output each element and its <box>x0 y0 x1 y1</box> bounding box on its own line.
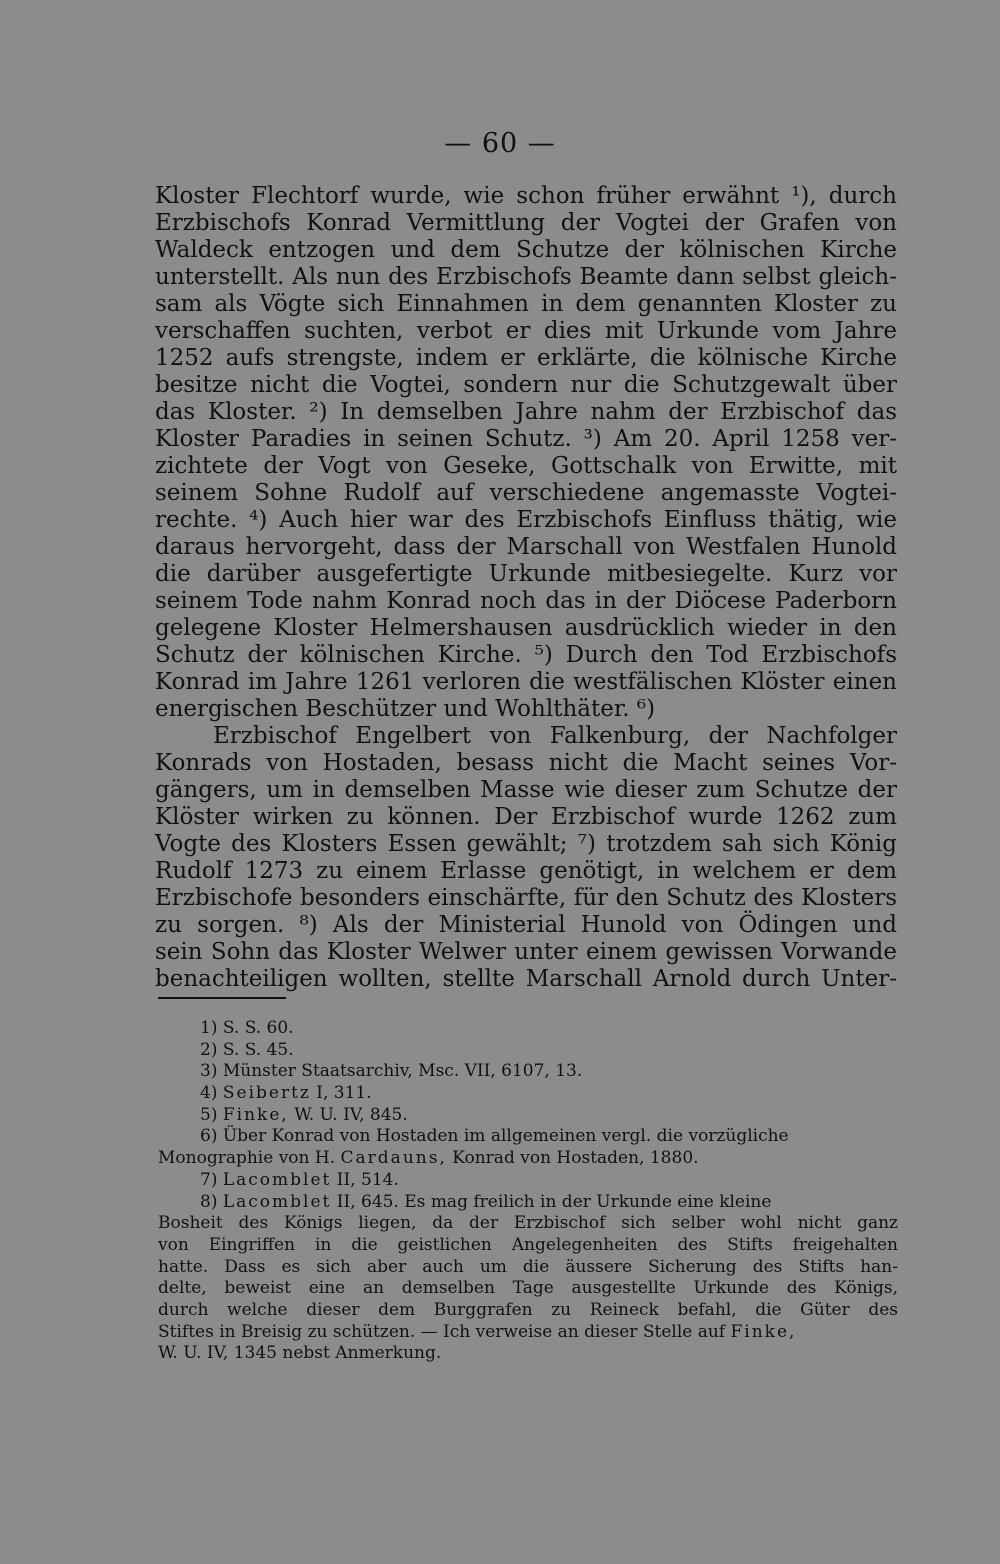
body-line: sam als Vögte sich Einnahmen in dem genannten Kloster zu <box>155 291 897 317</box>
footnote-3: 3) Münster Staatsarchiv, Msc. VII, 6107, 13. <box>200 1061 583 1082</box>
footnote-7 <box>158 1170 898 1192</box>
body-line: gelegene Kloster Helmershausen ausdrücklich wieder in den <box>155 615 897 641</box>
body-line: Erzbischof Engelbert von Falkenburg, der Nachfolger <box>213 723 897 749</box>
author-name: Finke, <box>730 1321 797 1342</box>
author-name: Finke, <box>222 1104 289 1125</box>
body-line: seinem Sohne Rudolf auf verschiedene angemasste Vogtei- <box>155 480 897 506</box>
body-line: Kloster Paradies in seinen Schutz. ³) Am 20. April 1258 ver- <box>155 426 897 452</box>
body-line: gängers, um in demselben Masse wie dieser zum Schutze der <box>155 777 897 803</box>
body-line: Erzbischofs Konrad Vermittlung der Vogtei der Grafen von <box>155 210 897 236</box>
footnote-divider <box>158 997 286 999</box>
footnote-5 <box>158 1105 898 1127</box>
footnote-8-cont: delte, beweist eine an demselben Tage ausgestellte Urkunde des Königs, <box>158 1278 898 1299</box>
author-name: Seibertz <box>222 1083 311 1104</box>
footnote-text: II, 514. <box>336 1169 399 1190</box>
body-line: unterstellt. Als nun des Erzbischofs Beamte dann selbst gleich- <box>155 264 897 290</box>
body-line: Erzbischofe besonders einschärfte, für den Schutz des Klosters <box>155 885 897 911</box>
footnote-text: II, 645. Es mag freilich in der Urkunde eine kleine <box>336 1191 772 1212</box>
body-line: besitze nicht die Vogtei, sondern nur die Schutzgewalt über <box>155 372 897 398</box>
body-line: die darüber ausgefertigte Urkunde mitbesiegelte. Kurz vor <box>155 561 897 587</box>
footnote-text: W. U. IV, 845. <box>294 1104 408 1125</box>
body-line: Konrads von Hostaden, besass nicht die Macht seines Vor- <box>155 750 897 776</box>
footnote-8-cont <box>158 1322 898 1344</box>
author-name: Lacomblet <box>222 1169 332 1190</box>
footnote-8-cont: Bosheit des Königs liegen, da der Erzbischof sich selber wohl nicht ganz <box>158 1213 898 1234</box>
body-line: Kloster Flechtorf wurde, wie schon früher erwähnt ¹), durch <box>155 183 897 209</box>
footnote-8-cont: durch welche dieser dem Burggrafen zu Reineck befahl, die Güter des <box>158 1299 898 1320</box>
author-name: Lacomblet <box>222 1191 332 1212</box>
footnote-8-cont: hatte. Dass es sich aber auch um die äussere Sicherung des Stifts han- <box>158 1256 898 1277</box>
footnote-text: I, 311. <box>316 1083 372 1104</box>
footnote-4 <box>158 1083 898 1105</box>
body-line: rechte. ⁴) Auch hier war des Erzbischofs Einfluss thätig, wie <box>155 507 897 533</box>
footnote-8-cont: von Eingriffen in die geistlichen Angelegenheiten des Stifts freigehalten <box>158 1234 898 1255</box>
body-line: Klöster wirken zu können. Der Erzbischof wurde 1262 zum <box>155 804 897 830</box>
body-line: Konrad im Jahre 1261 verloren die westfälischen Klöster einen <box>155 669 897 695</box>
footnote-text: Monographie von H. <box>158 1148 336 1169</box>
body-line: Waldeck entzogen und dem Schutze der kölnischen Kirche <box>155 237 897 263</box>
footnote-number: 8) <box>200 1191 218 1212</box>
footnote-1: 1) S. S. 60. <box>200 1018 294 1038</box>
footnote-8-cont: W. U. IV, 1345 nebst Anmerkung. <box>158 1343 442 1364</box>
body-line: seinem Tode nahm Konrad noch das in der Diöcese Paderborn <box>155 588 897 614</box>
footnote-number: 4) <box>200 1083 218 1104</box>
body-line: 1252 aufs strengste, indem er erklärte, die kölnische Kirche <box>155 345 897 371</box>
body-line: Vogte des Klosters Essen gewählt; ⁷) trotzdem sah sich König <box>155 831 897 857</box>
body-line: energischen Beschützer und Wohlthäter. ⁶) <box>155 696 656 722</box>
footnote-2: 2) S. S. 45. <box>200 1039 294 1060</box>
footnote-number: 7) <box>200 1169 218 1190</box>
footnotes <box>158 1018 898 1365</box>
page-number: — 60 — <box>444 128 556 159</box>
body-line: benachteiligen wollten, stellte Marschall Arnold durch Unter- <box>155 966 897 992</box>
body-text <box>155 183 897 993</box>
footnote-text: Stiftes in Breisig zu schützen. — Ich verweise an dieser Stelle auf <box>158 1321 726 1342</box>
body-line: Rudolf 1273 zu einem Erlasse genötigt, in welchem er dem <box>155 858 897 884</box>
footnote-6-cont <box>158 1148 898 1170</box>
footnote-text: Konrad von Hostaden, 1880. <box>452 1148 699 1169</box>
footnote-6: 6) Über Konrad von Hostaden im allgemeinen vergl. die vorzügliche <box>200 1126 789 1147</box>
author-name: Cardauns, <box>340 1148 447 1169</box>
body-line: Schutz der kölnischen Kirche. ⁵) Durch den Tod Erzbischofs <box>155 642 897 668</box>
footnote-8 <box>158 1192 898 1214</box>
body-line: daraus hervorgeht, dass der Marschall von Westfalen Hunold <box>155 534 897 560</box>
body-line: sein Sohn das Kloster Welwer unter einem gewissen Vorwande <box>155 939 897 965</box>
body-line: verschaffen suchten, verbot er dies mit Urkunde vom Jahre <box>155 318 897 344</box>
footnote-number: 5) <box>200 1104 218 1125</box>
body-line: zichtete der Vogt von Geseke, Gottschalk von Erwitte, mit <box>155 453 897 479</box>
body-line: das Kloster. ²) In demselben Jahre nahm der Erzbischof das <box>155 399 897 425</box>
body-line: zu sorgen. ⁸) Als der Ministerial Hunold von Ödingen und <box>155 912 897 938</box>
